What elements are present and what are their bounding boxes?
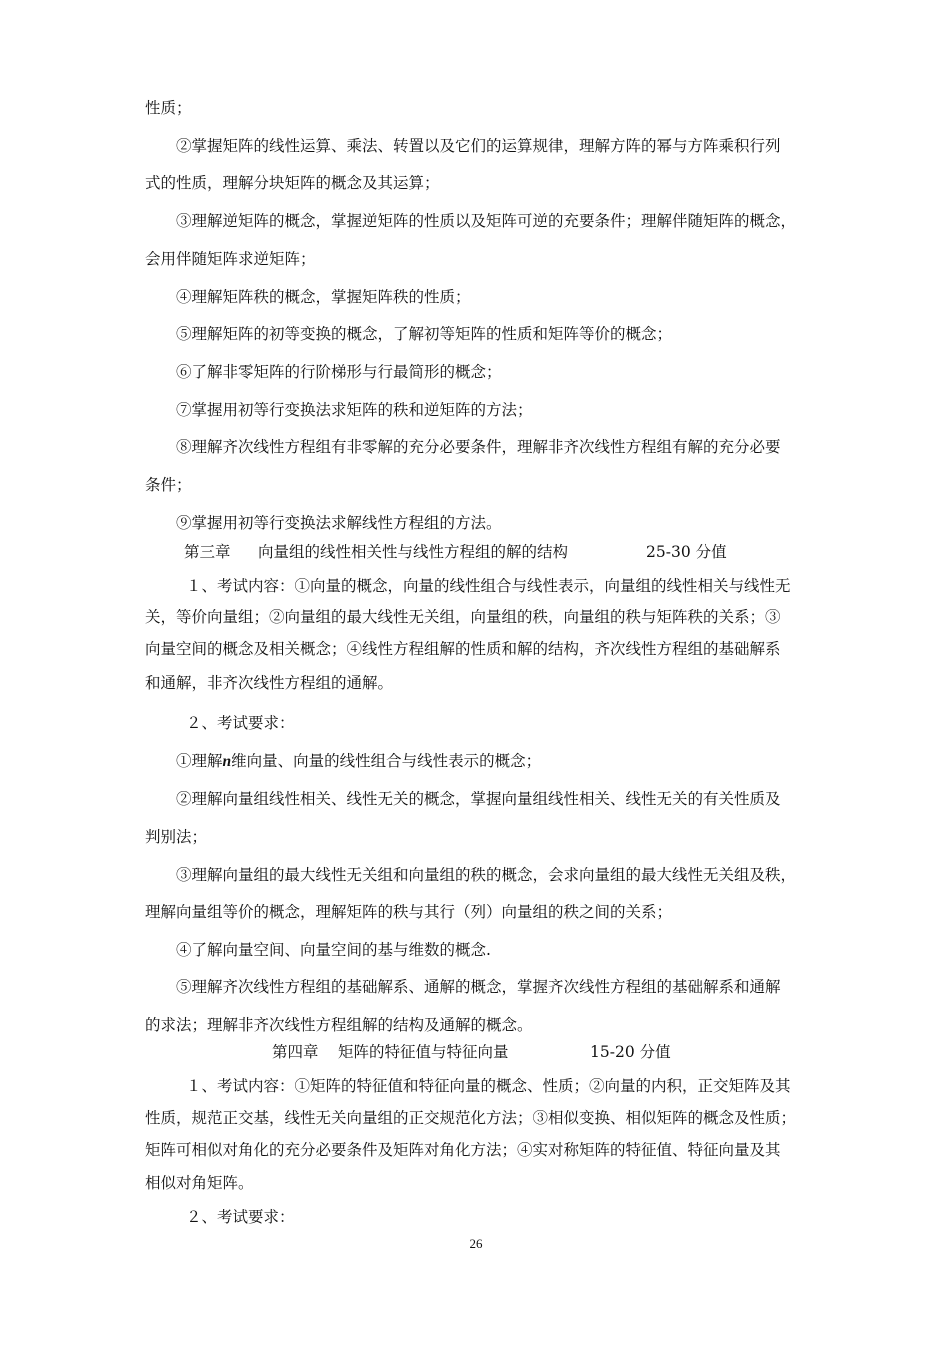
text-line: 性质； <box>145 99 192 117</box>
text-line: ②掌握矩阵的线性运算、乘法、转置以及它们的运算规律，理解方阵的幂与方阵乘积行列 <box>176 137 781 155</box>
chapter-score: 25-30 分值 <box>646 543 727 561</box>
text-line: ④理解矩阵秩的概念，掌握矩阵秩的性质； <box>176 288 471 306</box>
text-line: ２、考试要求： <box>186 714 295 732</box>
text-line: ⑤理解齐次线性方程组的基础解系、通解的概念，掌握齐次线性方程组的基础解系和通解 <box>176 978 781 996</box>
math-variable-n: n <box>222 753 232 770</box>
text-line: １、考试内容：①向量的概念，向量的线性组合与线性表示，向量组的线性相关与线性无 <box>186 577 791 595</box>
chapter-label: 第四章 <box>272 1043 319 1061</box>
chapter-score: 15-20 分值 <box>590 1043 671 1061</box>
text-line: 和通解，非齐次线性方程组的通解。 <box>145 674 394 692</box>
text-line: ⑤理解矩阵的初等变换的概念，了解初等矩阵的性质和矩阵等价的概念； <box>176 325 673 343</box>
text-line: １、考试内容：①矩阵的特征值和特征向量的概念、性质；②向量的内积，正交矩阵及其 <box>186 1077 791 1095</box>
text-line: 式的性质，理解分块矩阵的概念及其运算； <box>145 174 440 192</box>
text-line: 判别法； <box>145 828 208 846</box>
chapter-title: 向量组的线性相关性与线性方程组的解的结构 <box>258 543 569 561</box>
text-line: ２、考试要求： <box>186 1208 295 1226</box>
text-line: ⑥了解非零矩阵的行阶梯形与行最简形的概念； <box>176 363 502 381</box>
text-line <box>176 751 541 772</box>
text-line: 的求法；理解非齐次线性方程组解的结构及通解的概念。 <box>145 1016 533 1034</box>
text-line: 关，等价向量组；②向量组的最大线性无关组，向量组的秩，向量组的秩与矩阵秩的关系；③ <box>145 608 781 626</box>
text-line: 条件； <box>145 476 192 494</box>
text-line: ②理解向量组线性相关、线性无关的概念，掌握向量组线性相关、线性无关的有关性质及 <box>176 790 781 808</box>
text-line: ③理解向量组的最大线性无关组和向量组的秩的概念，会求向量组的最大线性无关组及秩， <box>176 866 797 884</box>
text-line: 向量空间的概念及相关概念；④线性方程组解的性质和解的结构，齐次线性方程组的基础解系 <box>145 640 781 658</box>
text-line: 理解向量组等价的概念，理解矩阵的秩与其行（列）向量组的秩之间的关系； <box>145 903 673 921</box>
chapter-label: 第三章 <box>184 543 231 561</box>
text-line: 会用伴随矩阵求逆矩阵； <box>145 250 316 268</box>
text-line: 相似对角矩阵。 <box>145 1174 254 1192</box>
text-line: ⑧理解齐次线性方程组有非零解的充分必要条件，理解非齐次线性方程组有解的充分必要 <box>176 438 781 456</box>
text-segment: 维向量、向量的线性组合与线性表示的概念； <box>231 752 542 770</box>
text-line: ⑦掌握用初等行变换法求矩阵的秩和逆矩阵的方法； <box>176 401 533 419</box>
text-line: ⑨掌握用初等行变换法求解线性方程组的方法。 <box>176 514 502 532</box>
text-line: ③理解逆矩阵的概念，掌握逆矩阵的性质以及矩阵可逆的充要条件；理解伴随矩阵的概念， <box>176 212 797 230</box>
text-segment: ①理解 <box>176 752 223 770</box>
chapter-title: 矩阵的特征值与特征向量 <box>338 1043 509 1061</box>
text-line: ④了解向量空间、向量空间的基与维数的概念. <box>176 941 491 959</box>
text-line: 矩阵可相似对角化的充分必要条件及矩阵对角化方法；④实对称矩阵的特征值、特征向量及其 <box>145 1141 781 1159</box>
text-line: 性质，规范正交基，线性无关向量组的正交规范化方法；③相似变换、相似矩阵的概念及性质； <box>145 1109 797 1127</box>
page-number: 26 <box>469 1236 483 1251</box>
